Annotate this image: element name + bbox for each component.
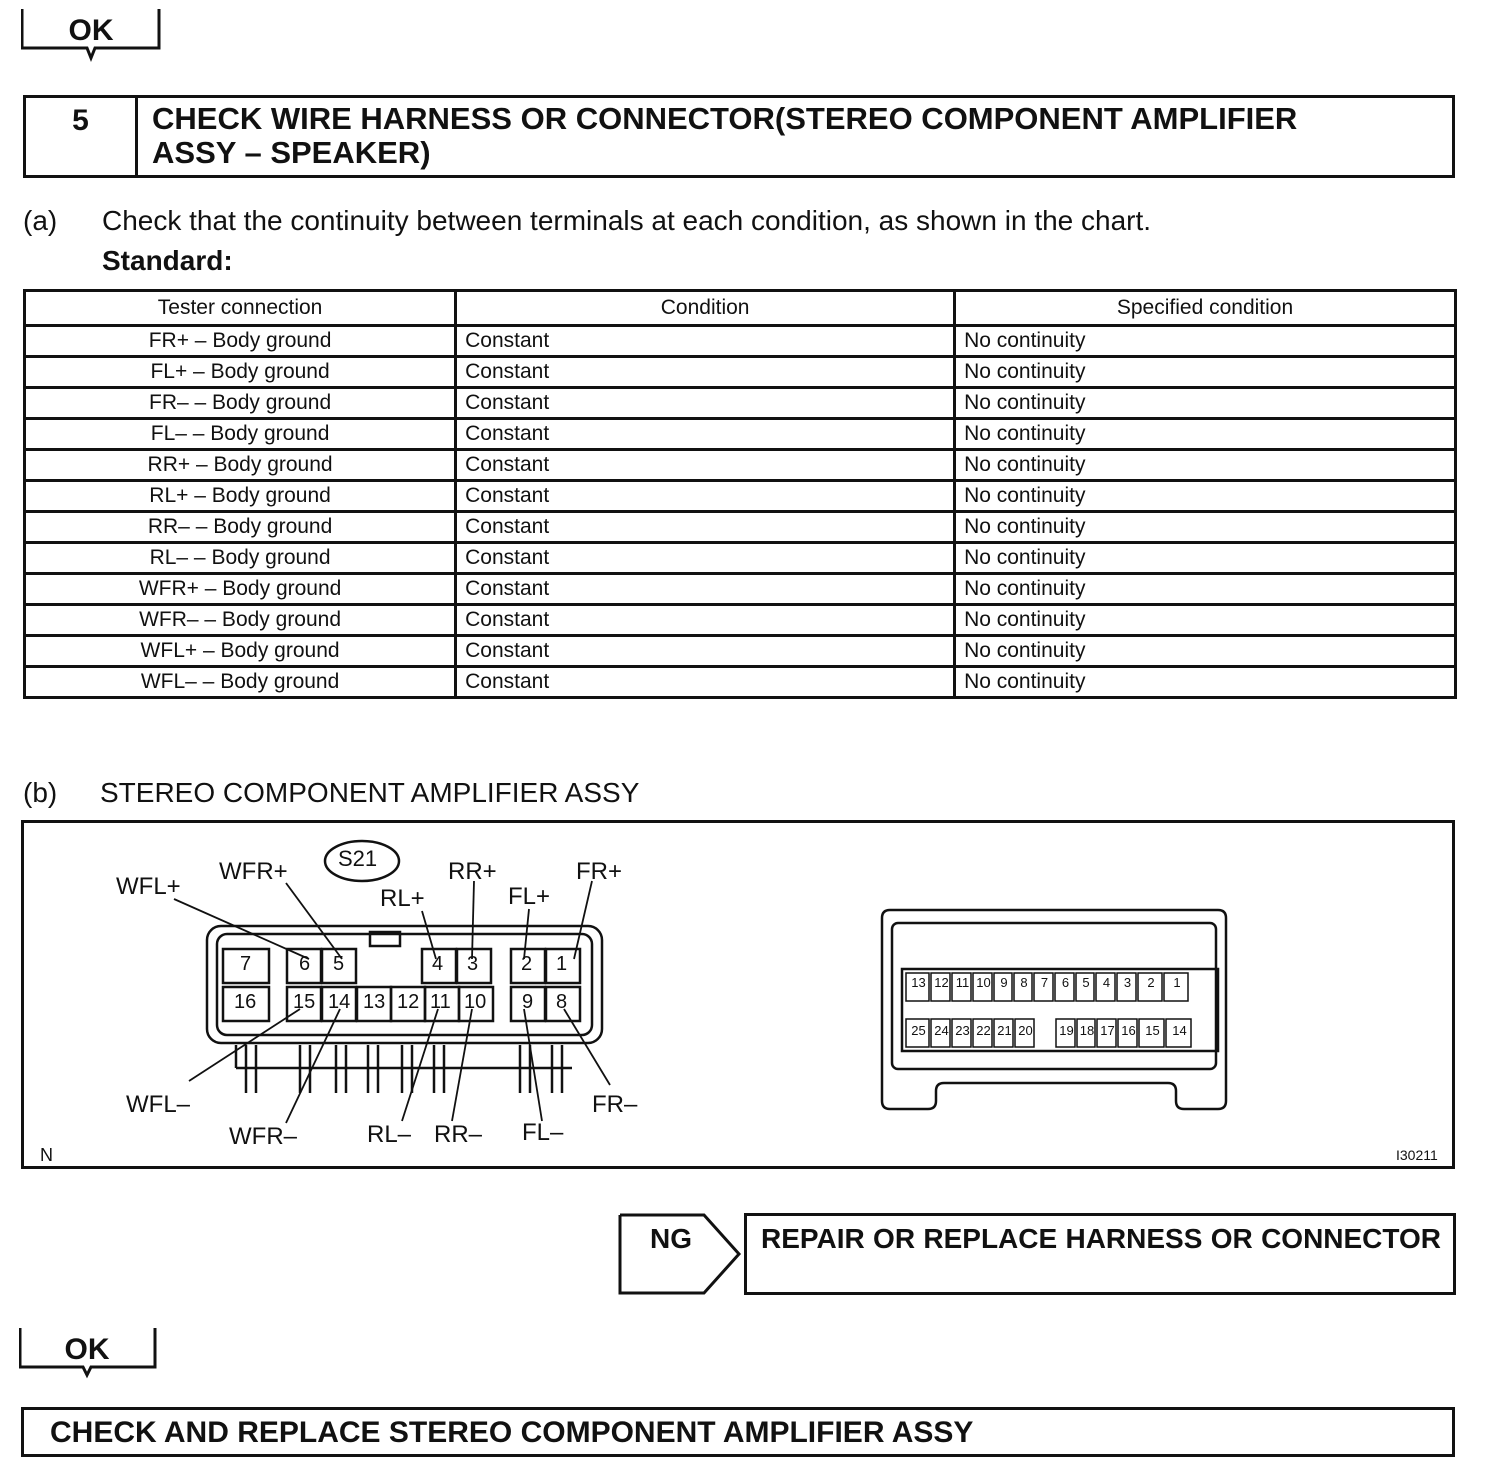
final-step-text: CHECK AND REPLACE STEREO COMPONENT AMPLIFIER ASSY <box>50 1416 974 1449</box>
continuity-table <box>23 289 1457 699</box>
pin-number: 10 <box>464 991 487 1013</box>
pin-number: 13 <box>911 975 926 990</box>
pin-number: 11 <box>955 975 970 990</box>
right-top-pin-row <box>906 975 1214 990</box>
pin-number: 16 <box>234 991 257 1013</box>
pin-number: 5 <box>333 953 345 975</box>
ng-label: NG <box>650 1223 692 1254</box>
instruction-b-text: STEREO COMPONENT AMPLIFIER ASSY <box>100 777 640 808</box>
step-header <box>23 95 1455 178</box>
pin-number: 23 <box>955 1023 970 1038</box>
specified-condition: No continuity <box>955 326 1456 357</box>
specified-condition: No continuity <box>955 636 1456 667</box>
specified-condition: No continuity <box>955 605 1456 636</box>
pin-number: 2 <box>1147 975 1155 990</box>
table-row <box>25 636 1456 667</box>
step-title-line2: ASSY – SPEAKER) <box>152 135 431 170</box>
pin-number: 15 <box>1145 1023 1160 1038</box>
condition: Constant <box>456 326 955 357</box>
standard-label: Standard: <box>102 245 233 276</box>
left-connector-outer <box>207 926 602 1043</box>
specified-condition: No continuity <box>955 543 1456 574</box>
pin-number: 2 <box>521 953 533 975</box>
label-wfr-plus: WFR+ <box>219 858 288 885</box>
instruction-a-marker: (a) <box>23 205 58 236</box>
label-rr-plus: RR+ <box>448 858 497 885</box>
final-step-box <box>21 1407 1455 1457</box>
ng-action-box <box>744 1213 1456 1295</box>
label-wfl-minus: WFL– <box>126 1091 191 1118</box>
pin-number: 9 <box>1000 975 1008 990</box>
ok-result-tab-bottom[interactable] <box>19 1327 159 1383</box>
pin-number: 22 <box>976 1023 991 1038</box>
specified-condition: No continuity <box>955 419 1456 450</box>
header-specified-condition: Specified condition <box>955 291 1456 326</box>
instruction-a-text: Check that the continuity between terminals at each condition, as shown in the chart. <box>102 205 1152 236</box>
tester-connection: RL+ – Body ground <box>25 481 456 512</box>
table-row <box>25 574 1456 605</box>
pin-number: 12 <box>397 991 420 1013</box>
pin-number: 14 <box>328 991 351 1013</box>
specified-condition: No continuity <box>955 512 1456 543</box>
condition: Constant <box>456 667 955 698</box>
label-rl-plus: RL+ <box>380 885 425 912</box>
pin-number: 4 <box>1102 975 1111 990</box>
condition: Constant <box>456 388 955 419</box>
tester-connection: FL+ – Body ground <box>25 357 456 388</box>
pin-number: 8 <box>556 991 568 1013</box>
tester-connection: WFR+ – Body ground <box>25 574 456 605</box>
pin-number: 12 <box>934 975 949 990</box>
pin-number: 3 <box>1123 975 1132 990</box>
condition: Constant <box>456 357 955 388</box>
specified-condition: No continuity <box>955 450 1456 481</box>
connector-pins <box>236 1045 572 1093</box>
condition: Constant <box>456 512 955 543</box>
condition: Constant <box>456 450 955 481</box>
tester-connection: RR+ – Body ground <box>25 450 456 481</box>
pin-number: 7 <box>1040 975 1049 990</box>
ok-result-tab-top[interactable] <box>21 8 161 64</box>
pin-number: 19 <box>1059 1023 1074 1038</box>
step-title <box>152 102 1442 170</box>
pin-number: 7 <box>240 953 252 975</box>
label-fr-plus: FR+ <box>576 858 623 885</box>
specified-condition: No continuity <box>955 574 1456 605</box>
tester-connection: WFR– – Body ground <box>25 605 456 636</box>
step-number: 5 <box>26 98 138 175</box>
label-wfr-minus: WFR– <box>229 1123 297 1150</box>
label-wfl-plus: WFL+ <box>116 873 181 900</box>
right-bottom-pin-row <box>906 1023 1216 1038</box>
pin-number: 21 <box>997 1023 1012 1038</box>
header-condition: Condition <box>456 291 955 326</box>
specified-condition: No continuity <box>955 667 1456 698</box>
table-header-row <box>25 291 1456 326</box>
pin-number: 14 <box>1172 1023 1187 1038</box>
pin-number: 1 <box>1173 975 1181 990</box>
condition: Constant <box>456 636 955 667</box>
specified-condition: No continuity <box>955 357 1456 388</box>
tester-connection: FR+ – Body ground <box>25 326 456 357</box>
tester-connection: FR– – Body ground <box>25 388 456 419</box>
instruction-b-marker: (b) <box>23 777 58 808</box>
pin-number: 6 <box>299 953 311 975</box>
table-row <box>25 450 1456 481</box>
pin-number: 10 <box>976 975 991 990</box>
pin-number: 4 <box>432 953 444 975</box>
table-row <box>25 543 1456 574</box>
pin-number: 1 <box>556 953 568 975</box>
pin-number: 6 <box>1061 975 1070 990</box>
condition: Constant <box>456 543 955 574</box>
header-tester-connection: Tester connection <box>25 291 456 326</box>
tester-connection: WFL– – Body ground <box>25 667 456 698</box>
tester-connection: WFL+ – Body ground <box>25 636 456 667</box>
label-fl-plus: FL+ <box>508 883 551 910</box>
pin-number: 18 <box>1079 1023 1095 1038</box>
pin-number: 11 <box>430 991 451 1013</box>
label-fr-minus: FR– <box>592 1091 638 1118</box>
table-row <box>25 667 1456 698</box>
table-row <box>25 605 1456 636</box>
table-row <box>25 326 1456 357</box>
connector-figure <box>21 820 1455 1169</box>
table-row <box>25 419 1456 450</box>
table-row <box>25 388 1456 419</box>
pin-number: 15 <box>293 991 316 1013</box>
figure-id: I30211 <box>1396 1147 1438 1163</box>
connector-id: S21 <box>338 846 378 871</box>
pin-number: 25 <box>911 1023 926 1038</box>
ng-result-tab[interactable] <box>618 1213 742 1295</box>
table-row <box>25 512 1456 543</box>
figure-corner-left: N <box>40 1145 53 1165</box>
pin-number: 13 <box>363 991 386 1013</box>
table-row <box>25 481 1456 512</box>
step-title-line1: CHECK WIRE HARNESS OR CONNECTOR(STEREO COMPONENT AMPLIFIER <box>152 101 1298 136</box>
pin-number: 20 <box>1018 1023 1033 1038</box>
ok-label: OK <box>68 14 114 47</box>
ok-label: OK <box>64 1333 110 1366</box>
specified-condition: No continuity <box>955 388 1456 419</box>
tester-connection: FL– – Body ground <box>25 419 456 450</box>
condition: Constant <box>456 574 955 605</box>
tester-connection: RR– – Body ground <box>25 512 456 543</box>
pin-number: 8 <box>1020 975 1028 990</box>
label-fl-minus: FL– <box>522 1119 564 1146</box>
right-connector-outer <box>882 910 1226 1109</box>
table-row <box>25 357 1456 388</box>
pin-number: 5 <box>1082 975 1090 990</box>
specified-condition: No continuity <box>955 481 1456 512</box>
pin-number: 9 <box>522 991 534 1013</box>
label-rr-minus: RR– <box>434 1121 483 1148</box>
pin-number: 16 <box>1121 1023 1136 1038</box>
condition: Constant <box>456 481 955 512</box>
pin-number: 17 <box>1100 1023 1115 1038</box>
tester-connection: RL– – Body ground <box>25 543 456 574</box>
condition: Constant <box>456 605 955 636</box>
condition: Constant <box>456 419 955 450</box>
pin-number: 3 <box>467 953 479 975</box>
label-rl-minus: RL– <box>367 1121 412 1148</box>
ng-action-text: REPAIR OR REPLACE HARNESS OR CONNECTOR <box>761 1223 1441 1254</box>
pin-number: 24 <box>934 1023 949 1038</box>
